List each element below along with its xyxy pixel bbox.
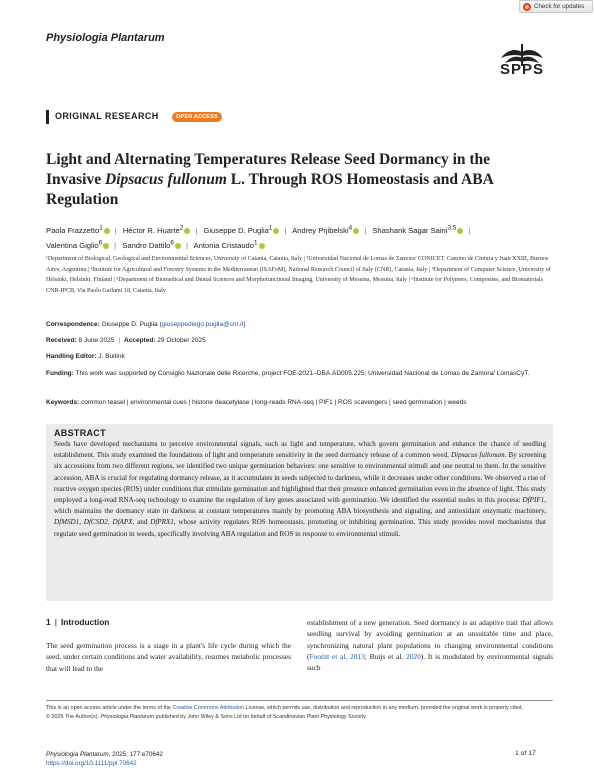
author[interactable]: Valentina Giglio$^6$ [46,239,103,250]
author[interactable]: Giuseppe D. Puglia$^1$ [203,224,273,235]
orcid-icon[interactable] [353,228,359,234]
handling-editor: Handling Editor: J. Buitink [46,353,125,360]
author[interactable]: Andrey Prjibelski$^4$ [292,224,353,235]
check-for-updates-label: Check for updates [534,3,585,10]
spps-logo-text: SPPS [499,61,545,78]
author[interactable]: Shashank Sagar Saini$^{3,5}$ [372,224,457,235]
title-species: Dipsacus fullonum [105,171,227,188]
section-marker [46,110,49,124]
doi-link[interactable]: https://doi.org/10.1111/ppl.70642 [46,760,137,767]
update-icon [523,3,531,11]
reference-link[interactable]: Footitt et al. 2013 [309,651,365,661]
orcid-icon[interactable] [184,228,190,234]
title-part-2: L. Through ROS Homeostasis and ABA Regulation [46,171,493,208]
author[interactable]: Sandro Dattilo$^6$ [122,239,174,250]
abstract-heading: ABSTRACT [54,428,106,438]
intro-right-column: establishment of a new generation. Seed dormancy is an adaptive trait that allows seedling survival by avoiding germination at an unsuitable time and place, synchronizing natural plant populations to changing environmental conditions (Footitt et al. 2013; Buijs et al. 2020). It is modulated by environmental signals such [307,618,553,673]
intro-left-column: The seed germination process is a stage in a plant's life cycle during which the seed, under certain conditions and water availability, resumes metabolic processes that will lead to the [46,641,291,673]
open-access-badge: OPEN ACCESS [172,112,222,122]
footer-citation: Physiologia Plantarum, 2025; 177:e70642 https://doi.org/10.1111/ppl.70642 [46,751,163,767]
orcid-icon[interactable] [103,243,109,249]
orcid-icon[interactable] [175,243,181,249]
keywords: Keywords: common teasel | environmental cues | histone deacetylase | long-reads RNA-seq | PIF1 | ROS scavengers | seed germination | weeds [46,399,467,406]
orcid-icon[interactable] [457,228,463,234]
title-part-1: Light and Alternating Temperatures Release Seed Dormancy in the Invasive [46,151,491,188]
orcid-icon[interactable] [259,243,265,249]
reference-link[interactable]: 2020 [406,651,421,661]
license-text: This is an open access article under the terms of the Creative Commons Attribution License, which permits use, distribution and reproduction in any medium, provided the original work is properly cited. © 2025 The Author(s). Physiologia Plantarum published by John Wiley & Sons Ltd on behalf of Scandinavian Plant Physiology Society. [46,705,524,720]
article-title [46,150,526,210]
footer-divider [46,700,553,701]
orcid-icon[interactable] [104,228,110,234]
funding: Funding: This work was supported by Consiglio Nazionale delle Ricerche, project FOE-2021–DBA.AD005.225; Universidad Nacional de Lomas de Zamora/ LomasCyT. [46,370,530,377]
correspondence: Correspondence: Giuseppe D. Puglia (giuseppediego.puglia@cnr.it) [46,321,246,328]
author[interactable]: Antonia Cristaudo$^1$ [193,239,258,250]
affiliations: ¹Department of Biological, Geological and Environmental Sciences, University of Catania, Catania, Italy | ²Universidad Nacional de Lomas de Zamora/ CONICET. Camino de Cintura y Juan XXIII, Buenos Aires, Argentina | ³Institute for Agricultural and Forestry Systems in the Mediterranean (ISAFoM), National Research Council of Italy (CNR), Catania, Italy | ⁴Department of Computer Science, University of Helsinki, Helsinki, Finland | ⁵Department of Biomedical and Dental Sciences and Morphofunctional Imaging, University of Messina, Messina, Italy | ⁶Institute for Polymers, Composites, and Biomaterials CNR-IPCB, Via Paolo Gaifami 18, Catania, Italy [46,256,551,294]
cc-license-link[interactable]: Creative Commons Attribution [172,705,245,711]
check-for-updates-button[interactable] [519,0,593,13]
journal-name: Physiologia Plantarum [46,32,165,44]
author[interactable]: Héctor R. Huarte$^2$ [122,224,184,235]
section-label: ORIGINAL RESEARCH [55,111,159,121]
orcid-icon[interactable] [273,228,279,234]
author-list: Paola Frazzetto$^1$ | Héctor R. Huarte$^2$ | Giuseppe D. Puglia$^1$ | Andrey Prjibelski$^4$ | Shashank Sagar Saini$^{3,5}$ | Valentina Giglio$^6$ | Sandro Dattilo$^6$ | Antonia Cristaudo$^1$ [46,224,471,250]
page-number: 1 of 17 [515,750,536,757]
intro-heading: 1 | Introduction [46,617,110,627]
correspondence-email-link[interactable]: giuseppediego.puglia@cnr.it [161,321,244,328]
author[interactable]: Paola Frazzetto$^1$ [46,224,103,235]
article-dates: Received: 8 June 2025 | Accepted: 29 October 2025 [46,337,206,344]
abstract-text: Seeds have developed mechanisms to perceive environmental signals, such as light and temperature, which govern germination and enhance the chance of seedling establishment. This study examined the foundations of light and temperature sensitivity in the seed dormancy release of a common weed, Dipsacus fullonum. By screening six accessions from two different regions, we identified two unique germination behaviors: one sensitive to environmental stimuli and one neutral to them. In the sensitive accession, ABA is crucial for regulating dormancy release, as it accumulates in seeds subjected to darkness, while it decreases under other conditions. We observed a rise of reactive oxygen species (ROS) under conditions that stimulate germination and highlighted that their presence enhanced germination even in the absence of light. This study employed a long-read RNA-seq technology to examine the regulation of key genes associated with germination. We identified the essential nodes in this process: DfPIF1, which maintains the dormancy state in darkness at constant temperatures mainly by promoting ABA biosynthesis and signaling, and antioxidant enzymatic machinery, DfMSD1, DfCSD2, DfAPX, and DfPRX1, whose activity regulates ROS homeostasis, promoting or inhibiting germination. This study provides novel mechanisms that regulate seed germination in weeds, specifically involving ABA regulation and ROS in response to environmental stimuli. [54,440,546,538]
